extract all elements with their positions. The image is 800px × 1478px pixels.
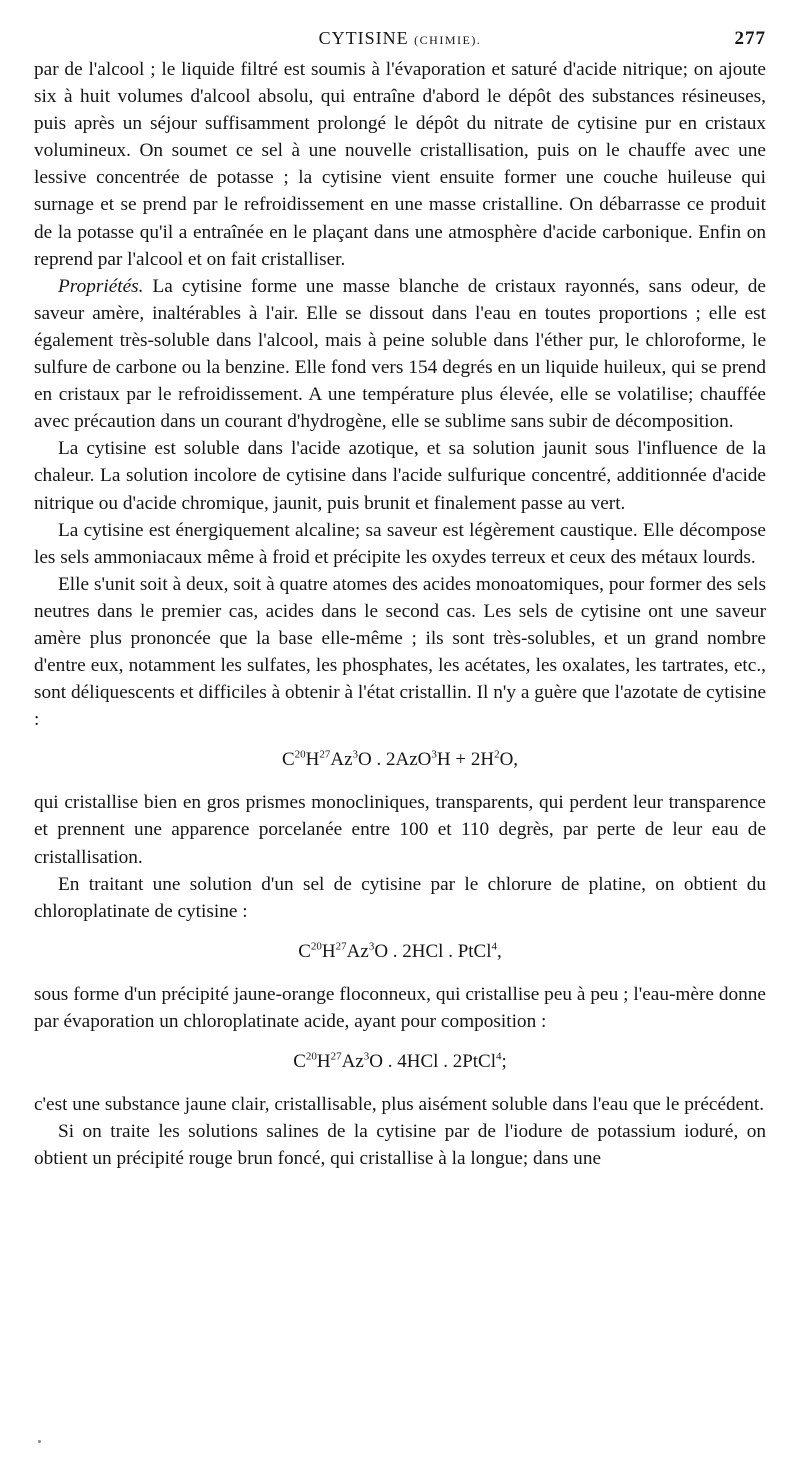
formula-part: Az [346, 940, 369, 962]
formula-part: . 2AzO [371, 749, 432, 771]
formula-part: ; [501, 1051, 507, 1072]
formula-part: Az [341, 1051, 364, 1072]
formula-sub: 4 [491, 940, 498, 953]
paragraph-2-text: La cytisine forme une masse blanche de cristaux rayonnés, sans odeur, de saveur amère, inaltérables à l'air. Elle se dissout dans l'eau en toutes proportions ; elle est également très-soluble dans l'alcool, mais à peine soluble dans l'éther pur, le chloroforme, le sulfure de carbone ou la benzine. Elle fond vers 154 degrés en un liquide huileux, qui se prend en cristaux par le refroidissement. A une température plus élevée, elle se volatilise; chauffée avec précaution dans un courant d'hydrogène, elle se sublime sans subir de décomposition. [34, 275, 766, 433]
running-title [34, 28, 766, 49]
formula-sub: 27 [335, 940, 347, 953]
formula-sub: 27 [330, 1050, 342, 1063]
formula-sub: 20 [305, 1050, 317, 1063]
formula-sub: 3 [431, 749, 437, 762]
page-number: 277 [734, 28, 766, 49]
formula-part: , [497, 940, 502, 962]
page-header [34, 24, 766, 56]
scan-speck [38, 1440, 41, 1443]
formula-part: H [305, 749, 320, 771]
formula-part: C [298, 940, 311, 962]
formula-part: O . 2HCl . PtCl [374, 940, 492, 962]
formula-sub: 20 [310, 940, 322, 953]
formula-sub: 3 [352, 749, 359, 762]
formula-sub: 3 [363, 1050, 370, 1063]
formula-sub: 4 [496, 1050, 502, 1063]
paragraph-5: Elle s'unit soit à deux, soit à quatre atomes des acides monoatomiques, pour former des sels neutres dans le premier cas, acides dans le second cas. Les sels de cytisine ont une saveur amère plus prononcée que la base elle-même ; ils sont très-solubles, et un grand nombre d'entre eux, notamment les sulfates, les phosphates, les acétates, les oxalates, les tartrates, etc., sont déliquescents et difficiles à obtenir à l'état cristallin. Il n'y a guère que l'azotate de cytisine : [34, 573, 766, 731]
formula-sub: 20 [294, 749, 306, 762]
book-page [34, 24, 766, 1172]
formula-sub: 27 [319, 749, 331, 762]
formula-part: C [281, 749, 295, 771]
paragraph-1: par de l'alcool ; le liquide filtré est soumis à l'évaporation et saturé d'acide nitrique; on ajoute six à huit volumes d'alcool absolu, qui entraîne d'abord le dépôt des substances résineuses, puis après un séjour suffisamment prolongé le dépôt du nitrate de cytisine pur en cristaux volumineux. On soumet ce sel à une nouvelle cristallisation, puis on le chauffe avec une lessive concentrée de potasse ; la cytisine vient ensuite former une couche huileuse qui surnage et se prend par le refroidissement en une masse cristalline. On débarrasse ce produit de la potasse qu'il a entraînée en le plaçant dans une atmosphère d'acide carbonique. Enfin on reprend par l'alcool et on fait cristalliser. [34, 59, 766, 270]
formula-part: H + 2H [436, 749, 495, 771]
formula-sub: 3 [368, 940, 375, 953]
paragraph-7: En traitant une solution d'un sel de cytisine par le chlorure de platine, on obtient du chloroplatinate de cytisine : [34, 873, 766, 922]
paragraph-2 [34, 273, 766, 436]
running-title-text: CYTISINE [318, 28, 409, 48]
paragraph-10: Si on traite les solutions salines de la cytisine par de l'iodure de potassium ioduré, on obtient un précipité rouge brun foncé, qui cristallise à la longue; dans une [34, 1121, 766, 1170]
page-body [34, 56, 766, 1172]
section-label-proprietes: Propriétés. [58, 275, 144, 297]
formula-part: O [358, 749, 372, 771]
paragraph-8: sous forme d'un précipité jaune-orange floconneux, qui cristallise peu à peu ; l'eau-mère donne par évaporation un chloroplatinate acide, ayant pour composition : [34, 983, 766, 1032]
paragraph-3: La cytisine est soluble dans l'acide azotique, et sa solution jaunit sous l'influence de la chaleur. La solution incolore de cytisine dans l'acide sulfurique concentré, additionnée d'acide nitrique ou d'acide chromique, jaunit, puis brunit et finalement passe au vert. [34, 438, 766, 514]
formula-part: C [293, 1051, 306, 1072]
formula-azotate [34, 743, 766, 777]
formula-part: O . 4HCl . 2PtCl [369, 1051, 496, 1072]
formula-part: H [321, 940, 336, 962]
running-title-section: (CHIMIE). [414, 33, 482, 47]
paragraph-4: La cytisine est énergiquement alcaline; sa saveur est légèrement caustique. Elle décompose les sels ammoniacaux même à froid et précipite les oxydes terreux et ceux des métaux lourds. [34, 519, 766, 568]
formula-part: O, [499, 749, 519, 771]
formula-part: Az [330, 749, 353, 771]
formula-chloroplatinate-acide [34, 1045, 766, 1079]
formula-sub: 2 [494, 749, 500, 762]
paragraph-6: qui cristallise bien en gros prismes monocliniques, transparents, qui perdent leur transparence et prennent une apparence porcelanée entre 100 et 110 degrès, par perte de leur eau de cristallisation. [34, 792, 766, 868]
paragraph-9: c'est une substance jaune clair, cristallisable, plus aisément soluble dans l'eau que le précédent. [34, 1094, 765, 1115]
formula-part: H [316, 1051, 331, 1072]
formula-chloroplatinate [34, 935, 766, 969]
